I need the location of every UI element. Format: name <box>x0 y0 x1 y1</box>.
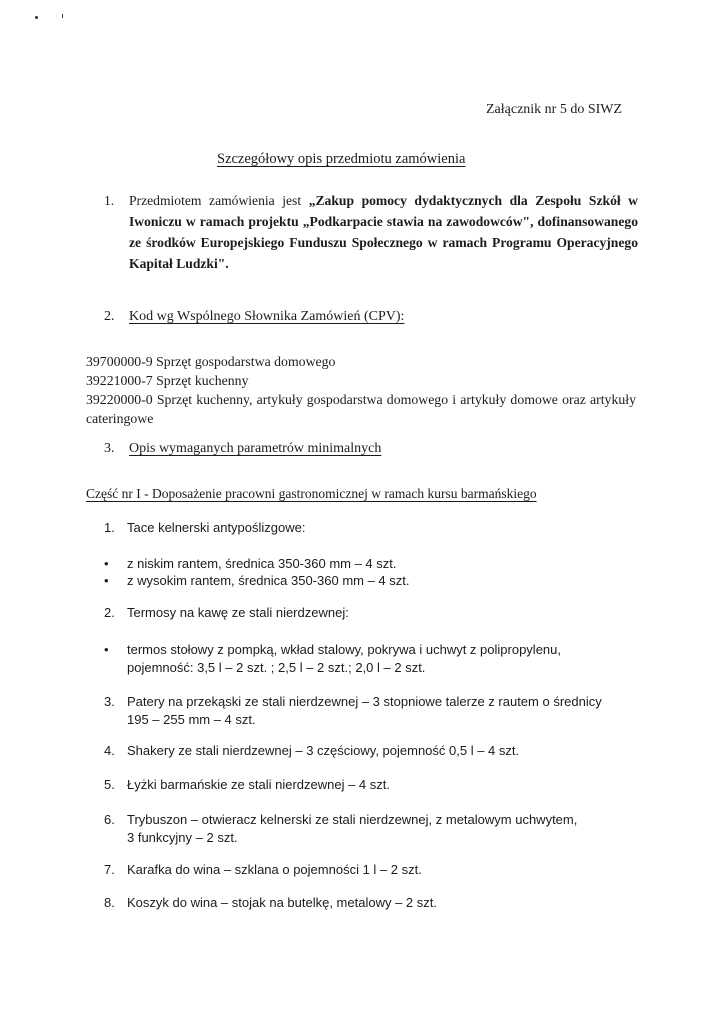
cpv-code: 39700000-9 Sprzęt gospodarstwa domowego <box>86 354 336 369</box>
list-item <box>104 893 624 913</box>
bullet-item <box>104 571 624 591</box>
item-text: Patery na przekąski ze stali nierdzewnej – 3 stopniowe talerze z rautem o średnicy <box>127 694 602 709</box>
intro-number: 1. <box>104 193 115 208</box>
list-item <box>104 741 624 761</box>
list-item <box>104 810 624 850</box>
intro-subject: „Zakup pomocy dydaktycznych dla Zespołu Szkół w Iwoniczu w ramach projektu „Podkarpacie stawia na zawodowców", dofinansowanego ze środków Europejskiego Funduszu Społecznego w ramach Programu Operacyjnego Kapitał Ludzki". <box>129 193 639 271</box>
item-text: Shakery ze stali nierdzewnej – 3 częściowy, pojemność 0,5 l – 4 szt. <box>127 743 520 758</box>
cpv-code: 39221000-7 Sprzęt kuchenny <box>86 373 249 388</box>
cpv-code-list <box>86 352 636 428</box>
item-text-continued: 195 – 255 mm – 4 szt. <box>127 712 256 727</box>
bullet-text: termos stołowy z pompką, wkład stalowy, pokrywa i uchwyt z polipropylenu, <box>127 642 561 657</box>
list-item <box>104 775 624 795</box>
bullet-text: z niskim rantem, średnica 350-360 mm – 4 szt. <box>127 556 397 571</box>
intro-paragraph <box>104 190 638 274</box>
item-number: 7. <box>104 862 115 877</box>
bullet-item <box>104 640 624 680</box>
item-number: 4. <box>104 743 115 758</box>
cpv-section-heading: Kod wg Wspólnego Słownika Zamówień (CPV): <box>129 309 405 324</box>
intro-lead: Przedmiotem zamówienia jest <box>129 193 309 208</box>
document-title: Szczegółowy opis przedmiotu zamówienia <box>217 151 466 167</box>
item-number: 6. <box>104 812 115 827</box>
item-number: 8. <box>104 895 115 910</box>
params-section-number: 3. <box>104 441 115 456</box>
item-number: 3. <box>104 694 115 709</box>
item-text: Koszyk do wina – stojak na butelkę, metalowy – 2 szt. <box>127 895 437 910</box>
item-text: Łyżki barmańskie ze stali nierdzewnej – 4 szt. <box>127 777 391 792</box>
params-section-heading: Opis wymaganych parametrów minimalnych <box>129 441 382 456</box>
list-item <box>104 518 624 538</box>
list-item <box>104 860 624 880</box>
annex-label: Załącznik nr 5 do SIWZ <box>486 102 623 117</box>
bullet-symbol: • <box>104 642 109 657</box>
part-heading: Część nr I - Doposażenie pracowni gastronomicznej w ramach kursu barmańskiego <box>86 486 537 501</box>
item-number: 5. <box>104 777 115 792</box>
item-text: Karafka do wina – szklana o pojemności 1 l – 2 szt. <box>127 862 422 877</box>
item-text-continued: 3 funkcyjny – 2 szt. <box>127 830 238 845</box>
bullet-text-continued: pojemność: 3,5 l – 2 szt. ; 2,5 l – 2 szt.; 2,0 l – 2 szt. <box>127 660 426 675</box>
item-text: Trybuszon – otwieracz kelnerski ze stali nierdzewnej, z metalowym uchwytem, <box>127 812 578 827</box>
item-number: 2. <box>104 605 115 620</box>
cpv-section-number: 2. <box>104 309 115 324</box>
list-item <box>104 603 624 623</box>
bullet-symbol: • <box>104 556 109 571</box>
list-item <box>104 692 624 732</box>
item-text: Tace kelnerski antypoślizgowe: <box>127 520 306 535</box>
bullet-text: z wysokim rantem, średnica 350-360 mm – 4 szt. <box>127 573 410 588</box>
item-text: Termosy na kawę ze stali nierdzewnej: <box>127 605 349 620</box>
item-number: 1. <box>104 520 115 535</box>
cpv-code: 39220000-0 Sprzęt kuchenny, artykuły gospodarstwa domowego i artykuły domowe oraz artykuły cateringowe <box>86 392 636 426</box>
bullet-symbol: • <box>104 573 109 588</box>
